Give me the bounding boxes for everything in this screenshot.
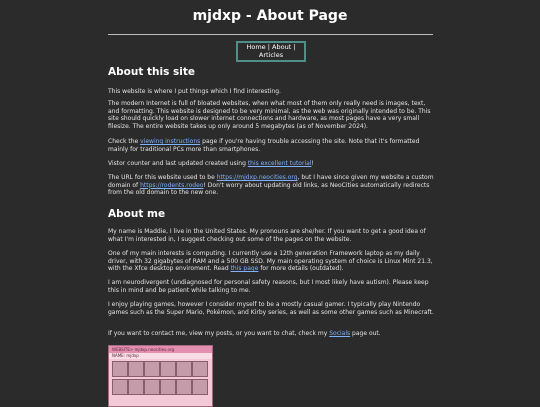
widget-image	[160, 361, 176, 377]
text: for more details (outdated).	[258, 265, 344, 272]
widget-image	[144, 361, 160, 377]
widget-image-grid	[109, 359, 212, 397]
title-divider	[108, 34, 433, 35]
widget-image	[160, 379, 176, 395]
text: page out.	[350, 330, 381, 337]
text: Check the	[108, 138, 141, 145]
text: !	[311, 160, 314, 167]
tutorial-link[interactable]: this excellent tutorial	[247, 160, 312, 167]
nav-separator: |	[291, 43, 296, 51]
nav-about-link[interactable]: About	[272, 43, 292, 51]
viewing-instructions-link[interactable]: viewing instructions	[140, 138, 201, 145]
about-site-paragraph: The modern Internet is full of bloated websites, when what most of them only really need is images, text, and formatting. This website is designed to be very minimal, as the web was originally intended to be. This site should quickly load on slower internet connections and hardware, as most pages have a very small filesize. The entire website takes up only around 5 megabytes (as of November 2024).	[108, 100, 431, 130]
text: page if you're having trouble accessing the site. Note that it's formatted mainly for traditional PCs more than smartphones.	[108, 138, 420, 153]
text: If you want to contact me, view my posts, or you want to chat, check my	[108, 330, 330, 337]
widget-image	[192, 361, 208, 377]
text: The URL for this website used to be	[108, 174, 217, 181]
widget-image	[176, 361, 192, 377]
about-me-paragraph	[108, 250, 434, 273]
about-me-paragraph: I am neurodivergent (undiagnosed for personal safety reasons, but I most likely have autism). Please keep this in mind and be patient while talking to me.	[108, 279, 429, 294]
text: , but I have since given my website a custom domain of	[108, 174, 434, 189]
widget-image	[128, 379, 144, 395]
socials-link[interactable]: Socials	[329, 330, 351, 337]
about-me-paragraph	[108, 330, 381, 338]
new-url-link[interactable]: https://rodents.rodeo	[140, 181, 204, 189]
nav-home-link[interactable]: Home	[246, 43, 266, 51]
widget-image	[112, 379, 128, 395]
widget-image	[112, 361, 128, 377]
about-me-paragraph: I enjoy playing games, however I consider myself to be a mostly casual gamer. I typically play Nintendo games such as the Super Mario, Pokémon, and Kirby series, as well as some other games such as Minecraft.	[108, 301, 434, 316]
profile-widget[interactable]	[108, 345, 213, 407]
nav-articles-link[interactable]: Articles	[258, 51, 284, 59]
text: One of my main interests is computing. I currently use a 12th generation Framework laptop as my daily driver, with 32 gigabytes of RAM and a 500 GB SSD. My main operating system of choice is Linux Mint 21.3, with the Xfce desktop enviroment. Read	[108, 250, 433, 272]
widget-name: NAME: mjdxp	[109, 353, 212, 359]
old-url-link[interactable]: https://mjdxp.neocities.org	[216, 174, 298, 181]
widget-image	[144, 379, 160, 395]
nav-box	[236, 41, 306, 62]
widget-image	[192, 379, 208, 395]
widget-image	[176, 379, 192, 395]
about-site-paragraph	[108, 174, 434, 197]
widget-image	[128, 361, 144, 377]
about-site-paragraph	[108, 138, 434, 153]
about-me-paragraph: My name is Maddie, I live in the United States. My pronouns are she/her. If you want to get a good idea of what I'm interested in, I suggest checking out some of the pages on the website.	[108, 228, 426, 243]
nav-separator: |	[265, 43, 273, 51]
text: ! Don't worry about updating old links, as NeoCities automatically redirects from the old domain to the new one.	[108, 181, 430, 196]
about-site-paragraph: This website is where I put things which I find interesting.	[108, 88, 281, 95]
page-title: mjdxp - About Page	[192, 8, 348, 24]
about-site-paragraph	[108, 160, 314, 168]
text: Vistor counter and last updated created using	[108, 160, 248, 167]
widget-header: WEBSITE> mjdxp.neocities.org	[109, 346, 212, 353]
about-me-heading: About me	[108, 208, 166, 220]
this-page-link[interactable]: this page	[230, 265, 259, 272]
about-site-heading: About this site	[108, 66, 195, 78]
